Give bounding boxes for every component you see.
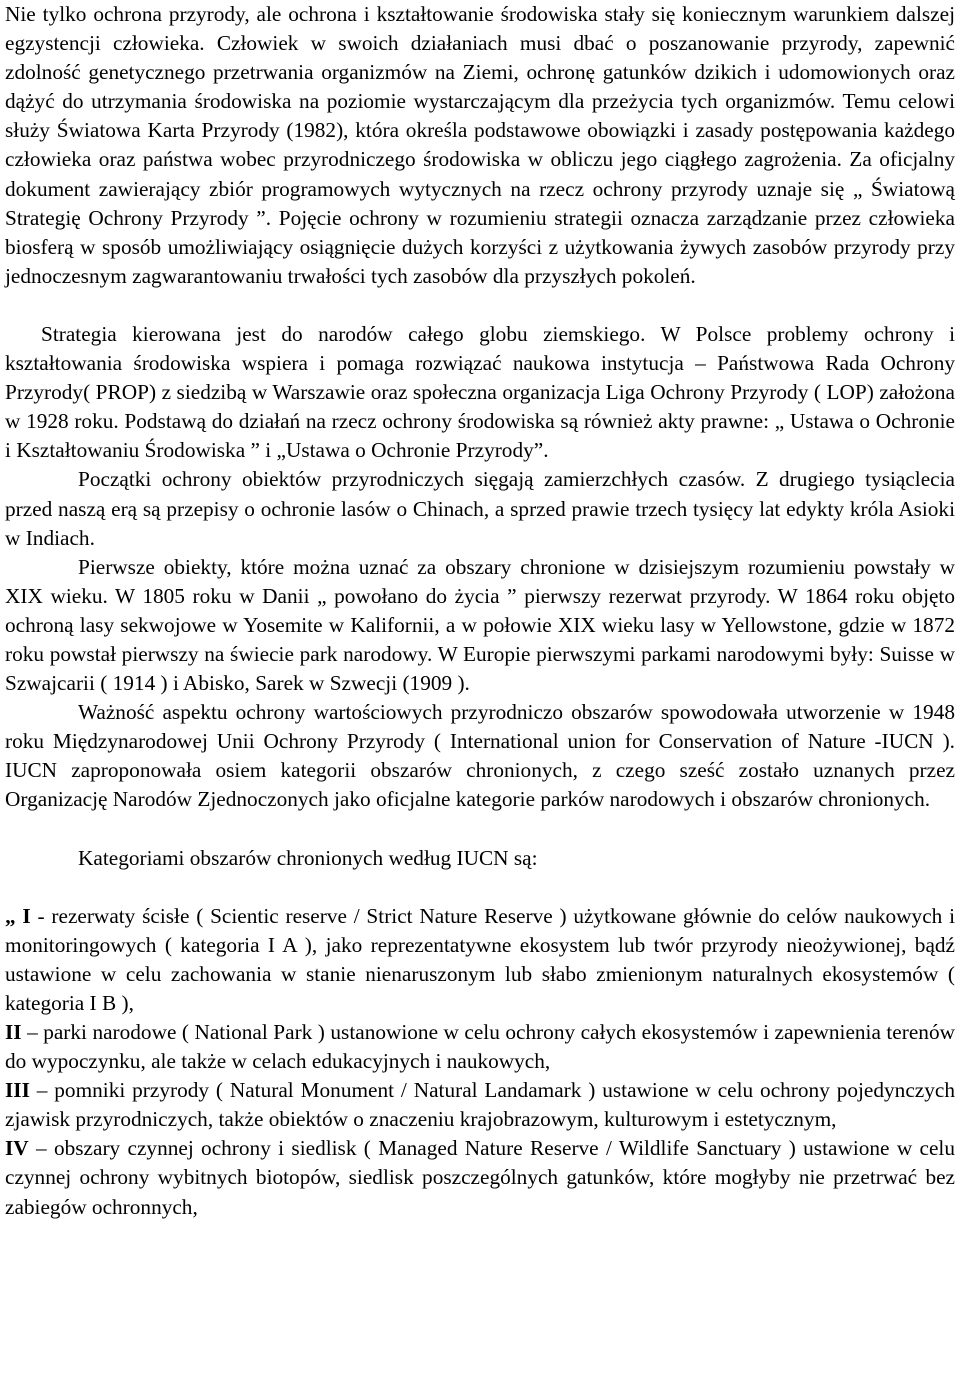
spacer [5,291,955,320]
intro-sentence-6: Pojęcie ochrony w rozumieniu strategii oznacza zarządzanie przez człowieka biosferą w sposób umożliwiający osiągnięcie dużych korzyści z użytkowania żywych zasobów przyrody przy jednoczesnym zagwarantowaniu trwałości tych zasobów dla przyszłych pokoleń. [5,205,955,288]
beginnings-sentence-2: Z drugiego tysiąclecia przed naszą erą są przepisy o ochronie lasów o Chinach, a sprzed prawie trzech tysięcy lat edykty króla Asioki w Indiach. [5,467,955,550]
categories-heading: Kategoriami obszarów chronionych według IUCN są: [78,845,538,870]
strategy-sentence-2: W Polsce problemy ochrony i kształtowania środowiska wspiera i pomaga rozwiązać naukowa instytucja – Państwowa Rada Ochrony Przyrody( PROP) z siedzibą w Warszawie oraz społeczna organizacja Liga Ochrony Przyrody ( LOP) założona w 1928 roku. [5,321,955,434]
category-item-4 [5,1134,955,1221]
category-item-3 [5,1076,955,1134]
paragraph-intro [5,0,955,291]
category-item-1 [5,902,955,1018]
intro-sentence-1: Nie tylko ochrona przyrody, ale ochrona i kształtowanie środowiska stały się koniecznym warunkiem dalszej egzystencji człowieka. [5,2,955,56]
spacer [5,815,955,844]
category-text-4: – obszary czynnej ochrony i siedlisk ( Managed Nature Reserve / Wildlife Sanctuary ) ustawione w celu czynnej ochrony wybitnych biotopów, siedlisk poszczególnych gatunków, które mogłyby nie przetrwać bez zabiegów ochronnych, [5,1136,955,1219]
spacer [5,873,955,902]
first-objects-sentence-3: W 1864 roku objęto ochroną lasy sekwojowe w Yosemite w Kalifornii, a w połowie XIX wieku lasy w Yellowstone, gdzie w 1872 roku powstał pierwszy na świecie park narodowy. [5,583,956,666]
category-item-2 [5,1018,955,1076]
paragraph-beginnings [5,465,955,552]
intro-sentence-5: Za oficjalny dokument zawierający zbiór programowych wytycznych na rzecz ochrony przyrody uznaje się „ Światową Strategię Ochrony Przyrody ”. [5,147,955,230]
category-mark-3: III [5,1078,30,1103]
intro-sentence-2: Człowiek w swoich działaniach musi dbać o poszanowanie przyrody, zapewnić zdolność genetycznego przetrwania organizmów na Ziemi, [5,31,956,85]
paragraph-first-objects [5,553,955,698]
iucn-sentence-1: Ważność aspektu ochrony wartościowych przyrodniczo obszarów spowodowała utworzenie w 1948 roku Międzynarodowej Unii Ochrony Przyrody ( International union for Conservation of Nature -IUCN ). [5,700,955,754]
intro-sentence-3: ochronę gatunków dzikich i udomowionych oraz dążyć do utrzymania środowiska na poziomie wystarczającym dla przeżycia tych organizmów. [5,60,955,114]
paragraph-strategy [5,320,955,465]
beginnings-sentence-1: Początki ochrony obiektów przyrodniczych sięgają zamierzchłych czasów. [78,467,746,492]
strategy-sentence-3: Podstawą do działań na rzecz ochrony środowiska są również akty prawne: „ Ustawa o Ochronie i Kształtowaniu Środowiska ” i „Ustawa o Ochronie Przyrody”. [5,409,956,463]
category-text-2: – parki narodowe ( National Park ) ustanowione w celu ochrony całych ekosystemów i zapewnienia terenów do wypoczynku, ale także w celach edukacyjnych i naukowych, [5,1020,955,1074]
category-mark-2: II [5,1020,22,1044]
category-mark-1: „ I [5,903,31,928]
document-page [5,0,955,1222]
first-objects-sentence-1: Pierwsze obiekty, które można uznać za obszary chronione w dzisiejszym rozumieniu powstały w XIX wieku. [5,554,955,608]
category-text-1: - rezerwaty ścisłe ( Scientic reserve / Strict Nature Reserve ) użytkowane głównie do celów naukowych i monitoringowych ( kategoria I A ), jako reprezentatywne ekosystem lub twór przyrody nieożywionej, bądź ustawione w celu zachowania w stanie nienaruszonym lub słabo zmienionym naturalnych ekosystemów ( kategoria I B ), [5,903,956,1015]
category-mark-4: IV [5,1136,29,1161]
category-text-3: – pomniki przyrody ( Natural Monument / Natural Landamark ) ustawione w celu ochrony pojedynczych zjawisk przyrodniczych, także obiektów o znaczeniu krajobrazowym, kulturowym i estetycznym, [5,1078,955,1132]
first-objects-sentence-4: W Europie pierwszymi parkami narodowymi były: Suisse w Szwajcarii ( 1914 ) i Abisko, Sarek w Szwecji (1909 ). [5,641,955,696]
paragraph-iucn [5,698,955,814]
intro-sentence-4: Temu celowi służy Światowa Karta Przyrody (1982), która określa podstawowe obowiązki i zasady postępowania każdego człowieka oraz państwa wobec przyrodniczego środowiska w obliczu jego ciągłego zagrożenia. [5,89,955,172]
first-objects-sentence-2: W 1805 roku w Danii „ powołano do życia ” pierwszy rezerwat przyrody. [107,583,771,608]
strategy-sentence-1: Strategia kierowana jest do narodów całego globu ziemskiego. [41,321,646,346]
iucn-sentence-2: IUCN zaproponowała osiem kategorii obszarów chronionych, z czego sześć zostało uznanych przez Organizację Narodów Zjednoczonych jako oficjalne kategorie parków narodowych i obszarów chronionych. [5,758,955,812]
